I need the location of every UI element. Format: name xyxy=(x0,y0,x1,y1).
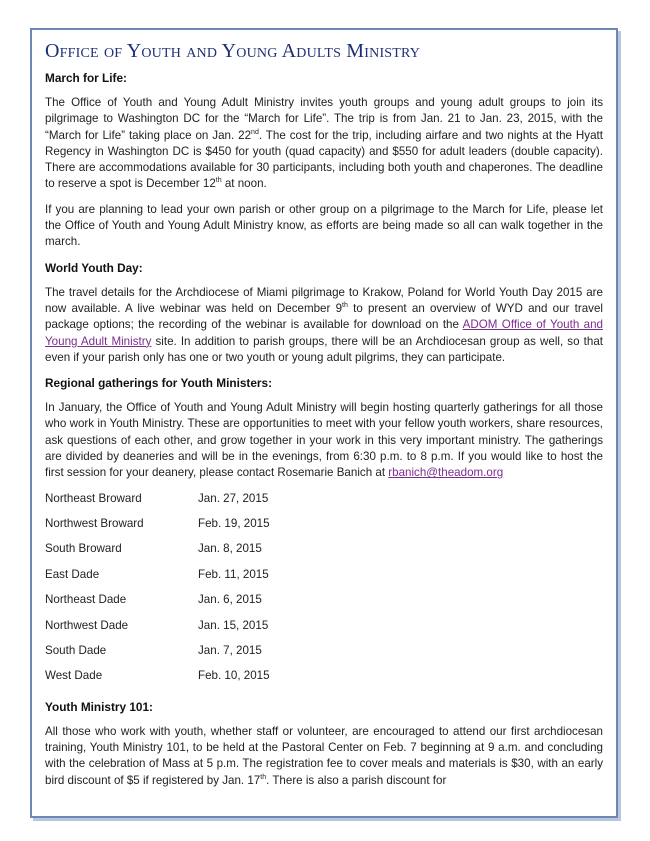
deanery-name: West Dade xyxy=(45,669,103,683)
newsletter-frame xyxy=(30,28,618,818)
deanery-name: South Broward xyxy=(45,542,122,556)
schedule-row xyxy=(45,643,603,668)
gathering-date: Jan. 27, 2015 xyxy=(198,491,269,505)
schedule-row xyxy=(45,541,603,566)
wyd-heading: World Youth Day: xyxy=(45,260,143,275)
schedule-row xyxy=(45,491,603,516)
page-title: Office of Youth and Young Adults Ministry xyxy=(45,40,421,62)
deanery-name: Northwest Broward xyxy=(45,517,144,531)
gathering-date: Jan. 6, 2015 xyxy=(198,593,262,607)
regional-paragraph: In January, the Office of Youth and Young Adult Ministry will begin hosting quarterly gatherings for all those who work in Youth Ministry. These are opportunities to meet with your fellow youth workers, share resources, ask questions of each other, and grow together in your work in this very important ministry. The gatherings are divided by deaneries and will be in the evenings, from 6:30 p.m. to 8 p.m. If you would like to host the first session for your deanery, please contact Rosemarie Banich at rbanich@theadom.org xyxy=(45,401,603,480)
deanery-schedule xyxy=(45,491,603,694)
deanery-name: South Dade xyxy=(45,643,107,657)
gathering-date: Feb. 19, 2015 xyxy=(198,517,270,531)
gathering-date: Jan. 7, 2015 xyxy=(198,643,262,657)
ym101-heading: Youth Ministry 101: xyxy=(45,699,153,714)
march-paragraph-2: If you are planning to lead your own parish or other group on a pilgrimage to the March for Life, please let the Office of Youth and Young Adult Ministry know, as efforts are being made so all can walk together in the march. xyxy=(45,202,603,249)
gathering-date: Jan. 8, 2015 xyxy=(198,542,262,556)
deanery-name: Northwest Dade xyxy=(45,618,129,632)
content xyxy=(45,70,603,798)
schedule-row xyxy=(45,567,603,592)
regional-heading: Regional gatherings for Youth Ministers: xyxy=(45,376,272,391)
email-link[interactable]: rbanich@theadom.org xyxy=(388,466,504,480)
schedule-row xyxy=(45,592,603,617)
adom-office-link[interactable]: ADOM Office of Youth and Young Adult Ministry xyxy=(45,318,603,348)
ym101-paragraph: All those who work with youth, whether staff or volunteer, are encouraged to attend our first archdiocesan training, Youth Ministry 101, to be held at the Pastoral Center on Feb. 7 beginning at 9 a.m. and concluding with the celebration of Mass at 5 p.m. The registration fee to cover meals and materials is $30, with an early bird discount of $5 if registered by Jan. 17th. There is also a parish discount for xyxy=(45,724,603,787)
wyd-paragraph: The travel details for the Archdiocese of Miami pilgrimage to Krakow, Poland for World Youth Day 2015 are now available. A live webinar was held on December 9th to present an overview of WYD and our travel package options; the recording of the webinar is available for download on the ADOM Office of Youth and Young Adult Ministry site. In addition to parish groups, there will be an Archdiocesan group as well, so that even if your parish only has one or two youth or young adult pilgrims, they can participate. xyxy=(45,285,603,364)
gathering-date: Feb. 10, 2015 xyxy=(198,669,270,683)
schedule-row xyxy=(45,618,603,643)
deanery-name: Northeast Dade xyxy=(45,593,127,607)
gathering-date: Feb. 11, 2015 xyxy=(198,567,269,581)
schedule-row xyxy=(45,516,603,541)
deanery-name: Northeast Broward xyxy=(45,491,142,505)
schedule-row xyxy=(45,668,603,693)
gathering-date: Jan. 15, 2015 xyxy=(198,618,269,632)
march-heading: March for Life: xyxy=(45,71,127,85)
deanery-name: East Dade xyxy=(45,567,100,581)
march-paragraph-1: The Office of Youth and Young Adult Ministry invites youth groups and young adult groups to join its pilgrimage to Washington DC for the “March for Life”. The trip is from Jan. 21 to Jan. 23, 2015, with the “March for Life” taking place on Jan. 22nd. The cost for the trip, including airfare and two nights at the Hyatt Regency in Washington DC is $450 for youth (quad capacity) and $550 for adult leaders (double capacity). There are accommodations available for 30 participants, including both youth and chaperones. The deadline to reserve a spot is December 12th at noon. xyxy=(45,96,603,191)
